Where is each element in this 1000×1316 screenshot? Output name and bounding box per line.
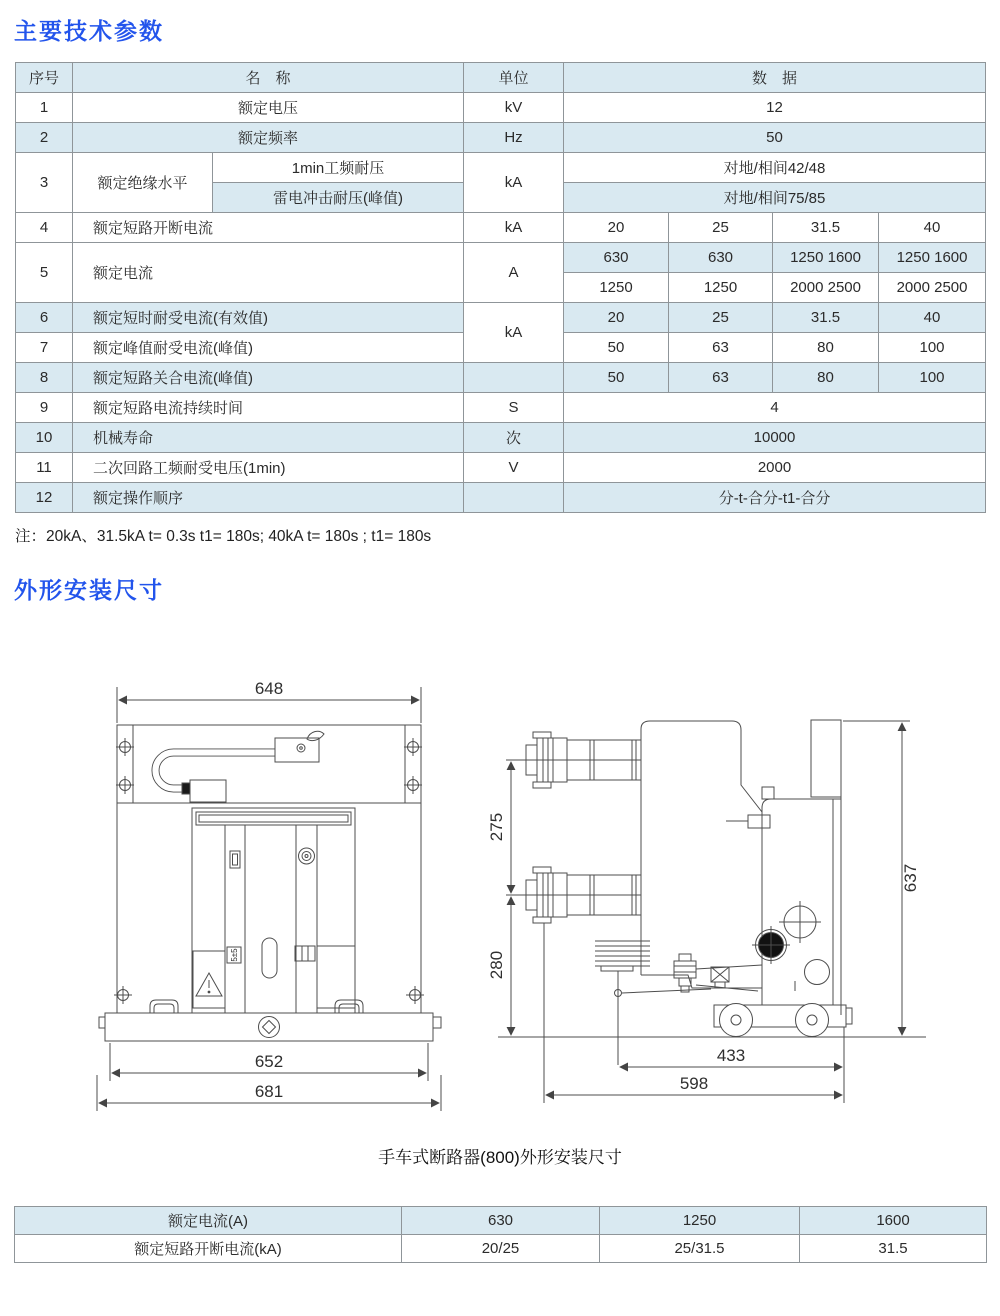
r3-subname-1: 1min工频耐压 (213, 153, 464, 183)
r7-d1: 50 (564, 333, 669, 363)
rating-row1-label: 额定电流(A) (15, 1207, 402, 1235)
rating-row1-v1: 630 (402, 1207, 600, 1235)
r6-name: 额定短时耐受电流(有效值) (73, 303, 464, 333)
r12-name: 额定操作顺序 (73, 483, 464, 513)
table-note: 注：20kA、31.5kA t= 0.3s t1= 180s; 40kA t= 180s ; t1= 180s (15, 528, 432, 545)
r11-no: 11 (16, 453, 73, 483)
r6-no: 6 (16, 303, 73, 333)
r4-d3: 31.5 (773, 213, 879, 243)
dim-681: 681 (254, 1082, 284, 1101)
r9-no: 9 (16, 393, 73, 423)
r8-d2: 63 (669, 363, 773, 393)
r7-d4: 100 (879, 333, 986, 363)
rating-row2-label: 额定短路开断电流(kA) (15, 1235, 402, 1263)
dim-637: 637 (901, 863, 920, 893)
rating-row1-v2: 1250 (600, 1207, 800, 1235)
rating-row2-v3: 31.5 (800, 1235, 987, 1263)
r1-name: 额定电压 (73, 93, 464, 123)
r3-data-1: 对地/相间42/48 (564, 153, 986, 183)
r5-unit: A (464, 243, 564, 303)
dim-280: 280 (487, 950, 506, 980)
r7-no: 7 (16, 333, 73, 363)
drawing-caption: 手车式断路器(800)外形安装尺寸 (378, 1148, 622, 1167)
r12-data: 分-t-合分-t1-合分 (564, 483, 986, 513)
r4-d2: 25 (669, 213, 773, 243)
dim-598: 598 (679, 1074, 709, 1093)
r9-data: 4 (564, 393, 986, 423)
section-title-main-parameters: 主要技术参数 (14, 18, 164, 44)
r5-b4: 2000 2500 (879, 273, 986, 303)
section-title-dimensions: 外形安装尺寸 (14, 577, 164, 603)
r3-subname-2: 雷电冲击耐压(峰值) (213, 183, 464, 213)
warning-triangle-icon (196, 973, 222, 996)
r4-d1: 20 (564, 213, 669, 243)
r5-a2: 630 (669, 243, 773, 273)
r2-no: 2 (16, 123, 73, 153)
r5-no: 5 (16, 243, 73, 303)
tolerance-marker: 5±5 (230, 948, 239, 962)
r9-name: 额定短路电流持续时间 (73, 393, 464, 423)
r10-no: 10 (16, 423, 73, 453)
front-view-drawing (55, 655, 475, 1115)
r11-name: 二次回路工频耐受电压(1min) (73, 453, 464, 483)
r4-no: 4 (16, 213, 73, 243)
r4-name: 额定短路开断电流 (73, 213, 464, 243)
r8-no: 8 (16, 363, 73, 393)
r12-no: 12 (16, 483, 73, 513)
rating-table (14, 1206, 987, 1263)
main-parameters-table (15, 62, 986, 513)
r6-unit: kA (464, 303, 564, 363)
r7-d2: 63 (669, 333, 773, 363)
col-header-unit: 单位 (464, 63, 564, 93)
r8-d1: 50 (564, 363, 669, 393)
r6-d3: 31.5 (773, 303, 879, 333)
col-header-name: 名 称 (73, 63, 464, 93)
side-view-drawing (478, 675, 953, 1115)
r7-name: 额定峰值耐受电流(峰值) (73, 333, 464, 363)
r4-unit: kA (464, 213, 564, 243)
r1-data: 12 (564, 93, 986, 123)
r9-unit: S (464, 393, 564, 423)
r12-unit (464, 483, 564, 513)
r2-data: 50 (564, 123, 986, 153)
r3-no: 3 (16, 153, 73, 213)
r4-d4: 40 (879, 213, 986, 243)
r8-unit (464, 363, 564, 393)
r5-a3: 1250 1600 (773, 243, 879, 273)
r10-name: 机械寿命 (73, 423, 464, 453)
dim-275: 275 (487, 812, 506, 842)
r8-d3: 80 (773, 363, 879, 393)
r6-d1: 20 (564, 303, 669, 333)
r5-b3: 2000 2500 (773, 273, 879, 303)
r5-b1: 1250 (564, 273, 669, 303)
r11-unit: V (464, 453, 564, 483)
r6-d4: 40 (879, 303, 986, 333)
dim-652: 652 (254, 1052, 284, 1071)
r5-a4: 1250 1600 (879, 243, 986, 273)
r5-a1: 630 (564, 243, 669, 273)
dim-648: 648 (254, 679, 284, 698)
r2-name: 额定频率 (73, 123, 464, 153)
rating-row2-v1: 20/25 (402, 1235, 600, 1263)
rating-row1-v3: 1600 (800, 1207, 987, 1235)
rating-row2-v2: 25/31.5 (600, 1235, 800, 1263)
col-header-data: 数 据 (564, 63, 986, 93)
r3-name: 额定绝缘水平 (73, 153, 213, 213)
r6-d2: 25 (669, 303, 773, 333)
r1-no: 1 (16, 93, 73, 123)
col-header-no: 序号 (16, 63, 73, 93)
r5-b2: 1250 (669, 273, 773, 303)
r7-d3: 80 (773, 333, 879, 363)
r10-unit: 次 (464, 423, 564, 453)
r8-d4: 100 (879, 363, 986, 393)
r2-unit: Hz (464, 123, 564, 153)
r1-unit: kV (464, 93, 564, 123)
r8-name: 额定短路关合电流(峰值) (73, 363, 464, 393)
r3-data-2: 对地/相间75/85 (564, 183, 986, 213)
r11-data: 2000 (564, 453, 986, 483)
dim-433: 433 (716, 1046, 746, 1065)
r5-name: 额定电流 (73, 243, 464, 303)
r10-data: 10000 (564, 423, 986, 453)
r3-unit: kA (464, 153, 564, 213)
